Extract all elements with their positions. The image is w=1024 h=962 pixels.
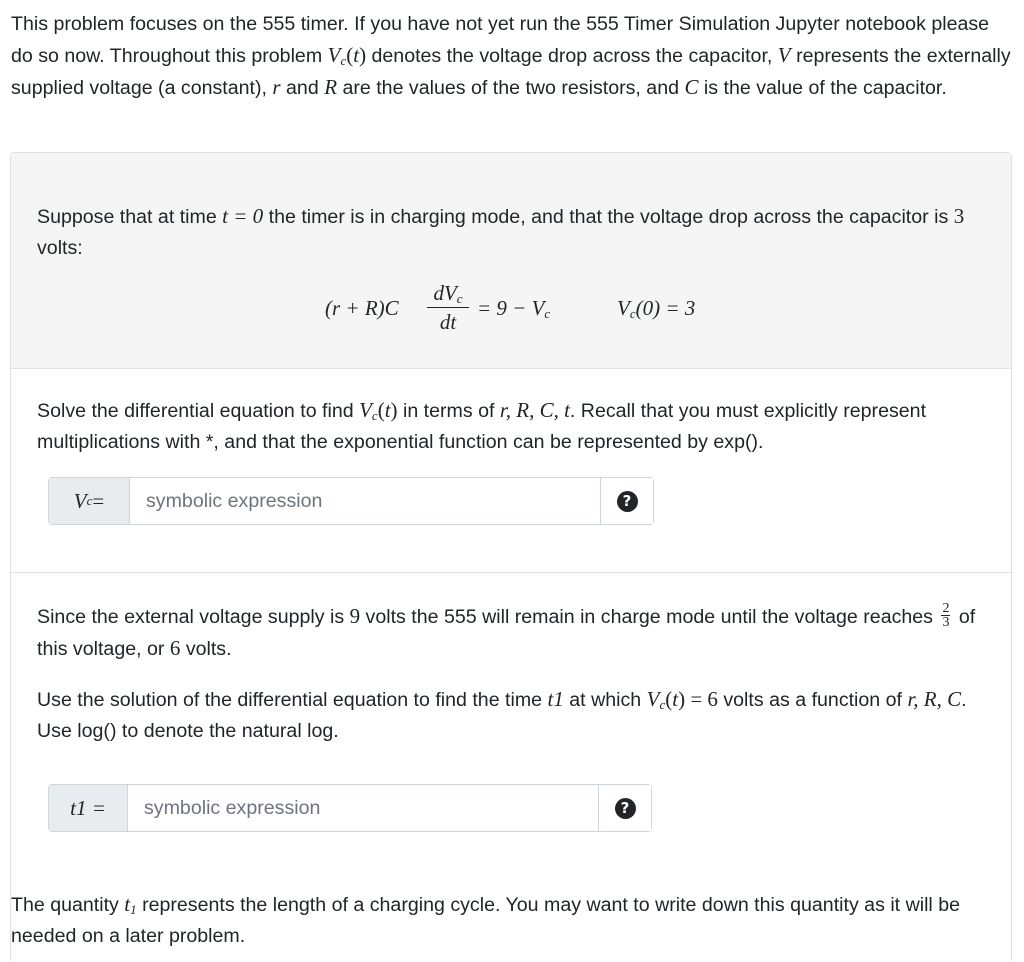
differential-equation: (r + R)C $dV_c$ dt = $9 - V_c$ $V_c(0) = 3$	[325, 281, 696, 334]
vc-help-button[interactable]	[600, 478, 653, 524]
t1-answer-input[interactable]: symbolic expression	[144, 796, 321, 819]
part-vc-prompt: Solve the differential equation to find $V_c(t)$ in terms of r, R, C, t. Recall that you must explicitly represent multiplications with *, and that the exponential function can be represented by exp().	[37, 398, 927, 453]
vc-answer-input[interactable]: symbolic expression	[146, 489, 323, 512]
vc-of-t: $V_c(t)$	[327, 43, 367, 68]
question-mark-icon: ?	[615, 798, 636, 819]
t1-prefix-label: t1 =	[49, 785, 128, 831]
header-paragraph: Suppose that at time t = 0 the timer is in charging mode, and that the voltage drop across the capacitor is 3 volts:	[37, 204, 965, 259]
question-header	[11, 153, 1011, 369]
vc-answer-group	[48, 477, 654, 525]
part-t1-intro: Since the external voltage supply is 9 volts the 555 will remain in charge mode until the voltage reaches $\frac{2}{3}$ of this voltage, or 6 volts.	[37, 601, 976, 660]
vc-prefix-label: V c =	[49, 478, 130, 524]
two-thirds-fraction: $\frac{2}{3}$	[942, 601, 950, 631]
initial-condition: $V_c(0) = 3$	[617, 296, 696, 321]
t1-help-button[interactable]	[598, 785, 651, 831]
outro-text: The quantity $t_1$ represents the length of a charging cycle. You may want to write down this quantity as it will be needed on a later problem.	[11, 892, 961, 947]
vc-of-t: $V_c(t)$	[359, 398, 398, 423]
intro-paragraph: This problem focuses on the 555 timer. If you have not yet run the 555 Timer Simulation Jupyter notebook please do so now. Throughout this problem $V_c(t)$ denotes the voltage drop across the capacitor, V represents the externally supplied voltage (a constant), r and R are the values of the two resistors, and C is the value of the capacitor.	[11, 13, 1011, 99]
question-mark-icon: ?	[617, 491, 638, 512]
t1-answer-group	[48, 784, 652, 832]
part-t1-prompt: Use the solution of the differential equation to find the time t1 at which $V_c(t) = 6$ volts as a function of r, R, C. Use log() to denote the natural log.	[37, 687, 967, 742]
intro-text	[11, 9, 1016, 104]
part-vc	[11, 369, 1011, 573]
question-card	[10, 152, 1012, 961]
